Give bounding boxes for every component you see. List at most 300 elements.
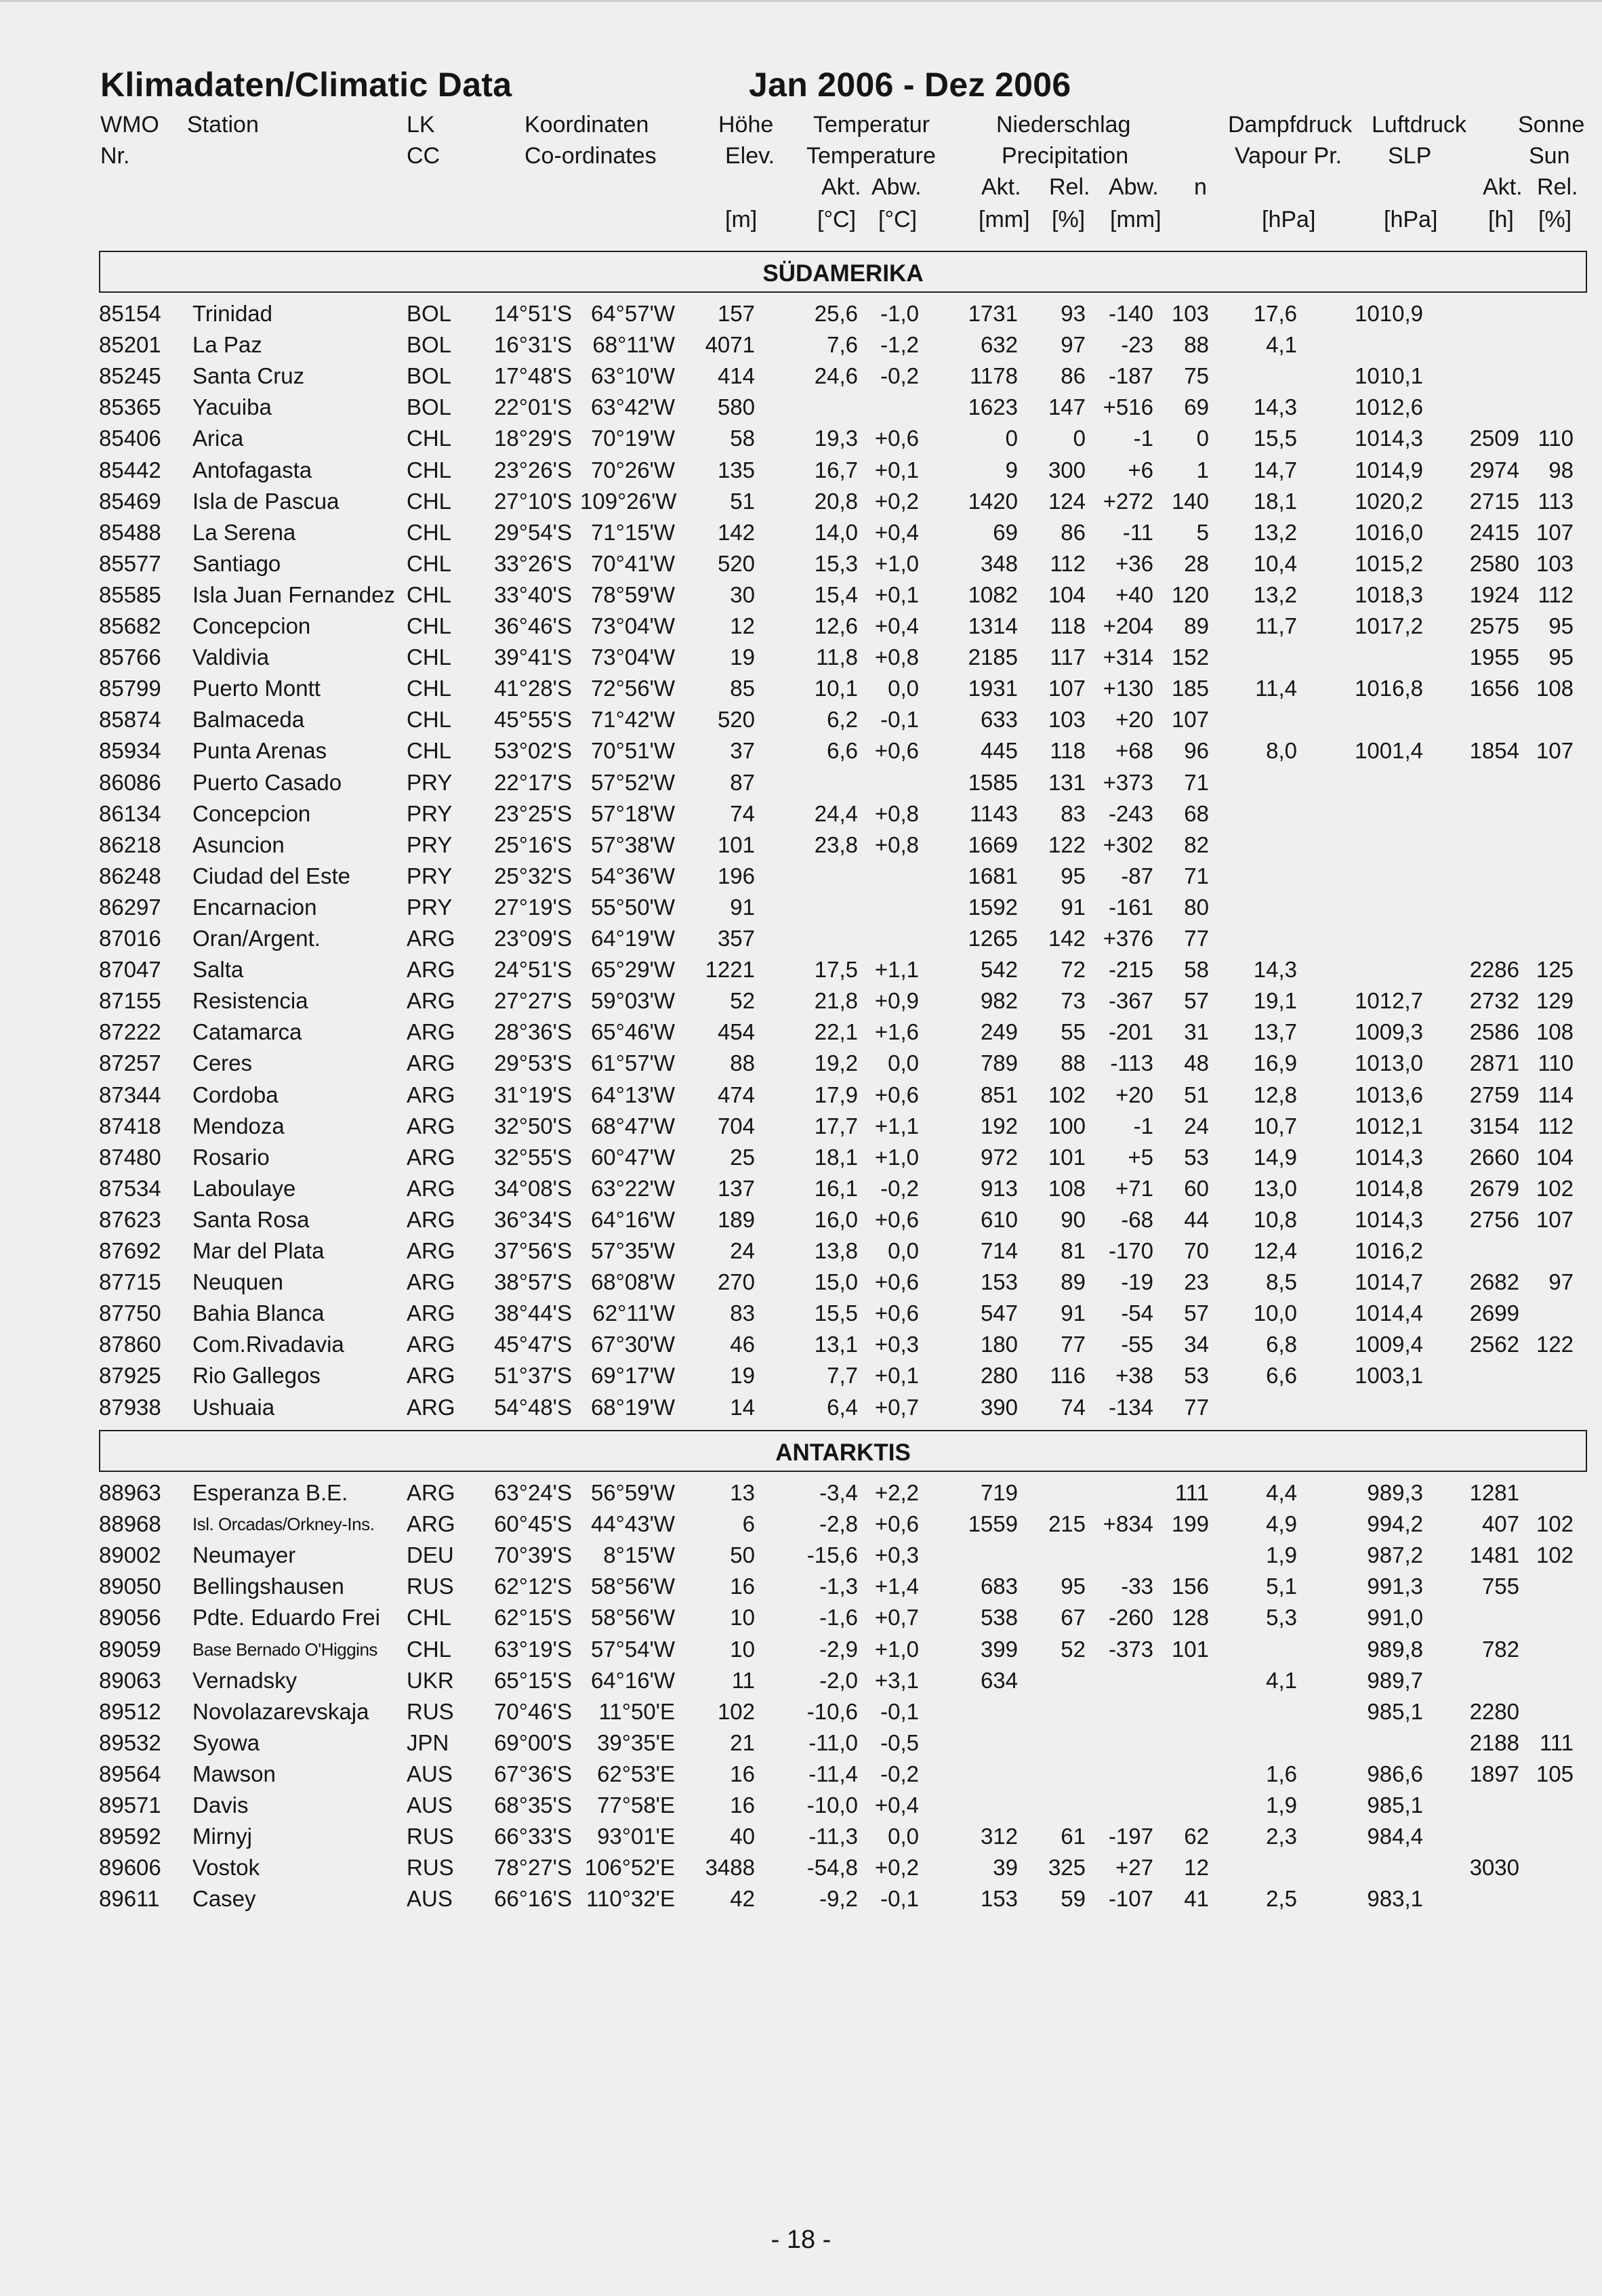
precip-actual: 280 — [980, 1363, 1018, 1389]
latitude: 29°53'S — [494, 1050, 572, 1076]
station-name: Neumayer — [192, 1542, 296, 1568]
table-row — [0, 1634, 1602, 1665]
precip-days: 68 — [1184, 800, 1209, 826]
longitude: 68°11'W — [592, 332, 675, 358]
precip-deviation: +27 — [1115, 1855, 1153, 1881]
temp-deviation: +1,6 — [874, 1019, 919, 1045]
table-row — [0, 642, 1602, 673]
longitude: 44°43'W — [590, 1511, 675, 1537]
longitude: 65°29'W — [590, 957, 675, 983]
precip-days: 5 — [1196, 519, 1209, 545]
table-row — [0, 985, 1602, 1017]
sun-relative: 112 — [1538, 1113, 1574, 1139]
elevation: 580 — [717, 394, 755, 420]
temp-deviation: +0,6 — [874, 738, 919, 764]
precip-actual: 348 — [980, 550, 1018, 576]
longitude: 93°01'E — [597, 1824, 675, 1849]
latitude: 66°33'S — [494, 1824, 572, 1849]
latitude: 36°46'S — [494, 613, 572, 638]
temp-actual: -15,6 — [806, 1542, 858, 1568]
elevation: 46 — [730, 1332, 755, 1357]
sun-hours: 3154 — [1469, 1113, 1519, 1139]
temp-actual: -54,8 — [806, 1855, 858, 1881]
temp-deviation: +1,0 — [874, 1636, 919, 1662]
vapour-pressure: 2,5 — [1266, 1886, 1297, 1912]
latitude: 18°29'S — [494, 426, 572, 451]
precip-actual: 445 — [980, 738, 1018, 764]
precip-days: 24 — [1184, 1113, 1209, 1139]
precip-deviation: -367 — [1108, 988, 1153, 1014]
country-code: ARG — [407, 957, 455, 983]
station-name: Puerto Casado — [192, 769, 342, 795]
vapour-pressure: 1,9 — [1266, 1792, 1297, 1818]
temp-deviation: +0,6 — [874, 1511, 919, 1537]
elevation: 51 — [730, 488, 755, 514]
unit-temp-abw: [°C] — [878, 207, 918, 232]
precip-actual: 1585 — [968, 769, 1018, 795]
vapour-pressure: 14,3 — [1253, 957, 1297, 983]
precip-relative: 72 — [1061, 957, 1086, 983]
sea-level-pressure: 989,8 — [1367, 1636, 1423, 1662]
latitude: 39°41'S — [494, 644, 572, 670]
sun-relative: 113 — [1538, 488, 1574, 514]
precip-deviation: +373 — [1103, 769, 1153, 795]
longitude: 57°52'W — [590, 769, 675, 795]
wmo-number: 87344 — [99, 1082, 161, 1107]
precip-actual: 0 — [1005, 426, 1018, 451]
vapour-pressure: 5,3 — [1266, 1605, 1297, 1631]
wmo-number: 87534 — [99, 1175, 161, 1201]
vapour-pressure: 4,1 — [1266, 1667, 1297, 1693]
table-row — [0, 1571, 1602, 1602]
latitude: 29°54'S — [494, 519, 572, 545]
header-temperature: Temperature — [806, 143, 936, 169]
precip-deviation: +204 — [1103, 613, 1153, 638]
elevation: 3488 — [705, 1855, 755, 1881]
wmo-number: 88968 — [99, 1511, 161, 1537]
precip-days: 62 — [1184, 1824, 1209, 1849]
wmo-number: 85766 — [99, 644, 161, 670]
longitude: 71°42'W — [590, 707, 675, 733]
unit-sun-rel: [%] — [1538, 207, 1572, 232]
sun-relative: 108 — [1536, 676, 1574, 701]
precip-deviation: -1 — [1133, 426, 1153, 451]
precip-deviation: -197 — [1108, 1824, 1153, 1849]
table-row — [0, 1142, 1602, 1173]
table-row — [0, 1173, 1602, 1204]
header-niederschlag: Niederschlag — [996, 112, 1131, 138]
table-row — [0, 1790, 1602, 1821]
temp-actual: 20,8 — [814, 488, 858, 514]
temp-actual: 19,3 — [814, 426, 858, 451]
station-name: Antofagasta — [192, 457, 312, 483]
longitude: 65°46'W — [590, 1019, 675, 1045]
sun-relative: 129 — [1536, 988, 1574, 1014]
precip-relative: 81 — [1061, 1238, 1086, 1263]
precip-deviation: -134 — [1108, 1394, 1153, 1420]
station-name: Mar del Plata — [192, 1238, 325, 1263]
longitude: 62°11'W — [592, 1300, 675, 1326]
station-name: La Serena — [192, 519, 296, 545]
header-slp: SLP — [1388, 143, 1432, 169]
elevation: 16 — [730, 1792, 755, 1818]
temp-deviation: +0,2 — [874, 488, 919, 514]
precip-deviation: -33 — [1121, 1574, 1153, 1599]
sun-hours: 3030 — [1469, 1855, 1519, 1881]
temp-actual: -11,4 — [808, 1761, 858, 1786]
wmo-number: 87257 — [99, 1050, 161, 1076]
precip-days: 103 — [1171, 301, 1209, 326]
vapour-pressure: 14,3 — [1253, 394, 1297, 420]
longitude: 106°52'E — [584, 1855, 675, 1881]
longitude: 110°32'E — [586, 1886, 675, 1912]
vapour-pressure: 10,8 — [1253, 1206, 1297, 1232]
elevation: 196 — [717, 863, 755, 888]
sun-hours: 2280 — [1469, 1698, 1519, 1724]
temp-deviation: -0,1 — [880, 1698, 919, 1724]
sun-hours: 2562 — [1469, 1332, 1519, 1357]
vapour-pressure: 12,4 — [1253, 1238, 1297, 1263]
table-row — [0, 767, 1602, 798]
precip-deviation: +71 — [1115, 1175, 1153, 1201]
temp-deviation: +0,8 — [874, 800, 919, 826]
sun-hours: 1656 — [1469, 676, 1519, 701]
table-row — [0, 392, 1602, 423]
vapour-pressure: 2,3 — [1266, 1824, 1297, 1849]
wmo-number: 85934 — [99, 738, 161, 764]
longitude: 109°26'W — [580, 488, 677, 514]
table-row — [0, 548, 1602, 579]
wmo-number: 85799 — [99, 676, 161, 701]
precip-relative: 147 — [1048, 394, 1086, 420]
precip-deviation: -243 — [1108, 800, 1153, 826]
station-name: Isla de Pascua — [192, 488, 340, 514]
vapour-pressure: 10,4 — [1253, 550, 1297, 576]
precip-deviation: +376 — [1103, 926, 1153, 951]
station-name: Mirnyj — [192, 1824, 252, 1849]
wmo-number: 85585 — [99, 581, 161, 607]
precip-relative: 61 — [1061, 1824, 1086, 1849]
sea-level-pressure: 1014,3 — [1355, 426, 1423, 451]
temp-actual: 18,1 — [814, 1144, 858, 1170]
station-name: Casey — [192, 1886, 256, 1912]
precip-deviation: -68 — [1121, 1206, 1153, 1232]
precip-relative: 59 — [1061, 1886, 1086, 1912]
sea-level-pressure: 1001,4 — [1355, 738, 1423, 764]
table-row — [0, 704, 1602, 735]
latitude: 69°00'S — [494, 1729, 572, 1755]
precip-actual: 153 — [980, 1269, 1018, 1295]
precip-actual: 1731 — [968, 301, 1018, 326]
unit-sun-akt: [h] — [1488, 207, 1514, 232]
temp-actual: -2,9 — [819, 1636, 858, 1662]
vapour-pressure: 14,9 — [1253, 1144, 1297, 1170]
table-row — [0, 1392, 1602, 1423]
precip-actual: 789 — [980, 1050, 1018, 1076]
table-row — [0, 1852, 1602, 1883]
sun-hours: 2699 — [1469, 1300, 1519, 1326]
sun-relative: 104 — [1536, 1144, 1574, 1170]
precip-days: 75 — [1184, 363, 1209, 389]
elevation: 11 — [731, 1667, 755, 1693]
station-name: Catamarca — [192, 1019, 302, 1045]
wmo-number: 85154 — [99, 301, 161, 326]
temp-deviation: +0,1 — [874, 581, 919, 607]
latitude: 22°17'S — [494, 769, 572, 795]
wmo-number: 87155 — [99, 988, 161, 1014]
longitude: 64°13'W — [590, 1082, 675, 1107]
sun-relative: 112 — [1538, 581, 1574, 607]
precip-relative: 83 — [1061, 800, 1086, 826]
station-name: Vostok — [192, 1855, 260, 1881]
sea-level-pressure: 1010,9 — [1355, 301, 1423, 326]
temp-deviation: -1,2 — [880, 332, 919, 358]
sea-level-pressure: 1003,1 — [1355, 1363, 1423, 1389]
country-code: AUS — [407, 1761, 453, 1786]
precip-relative: 104 — [1048, 581, 1086, 607]
elevation: 21 — [730, 1729, 755, 1755]
precip-actual: 913 — [980, 1175, 1018, 1201]
temp-deviation: +0,6 — [874, 426, 919, 451]
country-code: BOL — [407, 363, 452, 389]
country-code: RUS — [407, 1855, 454, 1881]
wmo-number: 85442 — [99, 457, 161, 483]
table-row — [0, 329, 1602, 361]
document-title: Klimadaten/Climatic Data — [100, 66, 512, 104]
temp-actual: 24,4 — [814, 800, 858, 826]
sun-relative: 110 — [1538, 426, 1574, 451]
precip-days: 31 — [1184, 1019, 1209, 1045]
longitude: 64°16'W — [590, 1667, 675, 1693]
precip-actual: 972 — [980, 1144, 1018, 1170]
elevation: 19 — [730, 644, 755, 670]
country-code: PRY — [407, 832, 453, 857]
elevation: 74 — [730, 800, 755, 826]
top-border — [0, 0, 1602, 2]
precip-actual: 249 — [980, 1019, 1018, 1045]
station-name: Santiago — [192, 550, 281, 576]
precip-actual: 1082 — [968, 581, 1018, 607]
latitude: 23°26'S — [494, 457, 572, 483]
station-name: Cordoba — [192, 1082, 279, 1107]
sun-hours: 407 — [1481, 1511, 1519, 1537]
station-name: Santa Cruz — [192, 363, 305, 389]
elevation: 454 — [717, 1019, 755, 1045]
precip-days: 88 — [1184, 332, 1209, 358]
temp-deviation: +0,3 — [874, 1542, 919, 1568]
latitude: 37°56'S — [494, 1238, 572, 1263]
sea-level-pressure: 1016,8 — [1355, 676, 1423, 701]
temp-deviation: +0,2 — [874, 1855, 919, 1881]
wmo-number: 85365 — [99, 394, 161, 420]
sun-relative: 95 — [1548, 613, 1574, 638]
longitude: 61°57'W — [590, 1050, 675, 1076]
wmo-number: 89571 — [99, 1792, 161, 1818]
wmo-number: 85682 — [99, 613, 161, 638]
station-name: La Paz — [192, 332, 262, 358]
precip-relative: 67 — [1061, 1605, 1086, 1631]
sun-relative: 110 — [1538, 1050, 1574, 1076]
latitude: 33°40'S — [494, 581, 572, 607]
temp-deviation: +0,1 — [874, 457, 919, 483]
station-name: Concepcion — [192, 613, 311, 638]
sun-relative: 95 — [1548, 644, 1574, 670]
wmo-number: 87925 — [99, 1363, 161, 1389]
header-sun-akt: Akt. — [1483, 174, 1523, 200]
vapour-pressure: 6,8 — [1266, 1332, 1297, 1357]
precip-deviation: -140 — [1108, 301, 1153, 326]
precip-relative: 116 — [1050, 1363, 1086, 1389]
latitude: 51°37'S — [494, 1363, 572, 1389]
latitude: 23°09'S — [494, 926, 572, 951]
precip-relative: 95 — [1061, 1574, 1086, 1599]
precip-relative: 89 — [1061, 1269, 1086, 1295]
longitude: 59°03'W — [590, 988, 675, 1014]
wmo-number: 89606 — [99, 1855, 161, 1881]
country-code: ARG — [407, 1363, 455, 1389]
elevation: 19 — [730, 1363, 755, 1389]
precip-actual: 632 — [980, 332, 1018, 358]
header-sun: Sun — [1529, 143, 1570, 169]
wmo-number: 86134 — [99, 800, 161, 826]
precip-days: 1 — [1196, 457, 1209, 483]
station-name: Ushuaia — [192, 1394, 275, 1420]
station-name: Laboulaye — [192, 1175, 296, 1201]
sun-relative: 98 — [1548, 457, 1574, 483]
latitude: 27°10'S — [494, 488, 572, 514]
header-prec-akt: Akt. — [981, 174, 1021, 200]
sea-level-pressure: 991,0 — [1367, 1605, 1423, 1631]
precip-deviation: -215 — [1108, 957, 1153, 983]
longitude: 67°30'W — [590, 1332, 675, 1357]
country-code: CHL — [407, 519, 452, 545]
precip-relative: 118 — [1050, 738, 1086, 764]
elevation: 52 — [730, 988, 755, 1014]
station-name: Oran/Argent. — [192, 926, 321, 951]
longitude: 63°42'W — [590, 394, 675, 420]
latitude: 36°34'S — [494, 1206, 572, 1232]
elevation: 142 — [717, 519, 755, 545]
table-row — [0, 1111, 1602, 1142]
section-header-suedamerika — [99, 251, 1587, 293]
wmo-number: 87418 — [99, 1113, 161, 1139]
longitude: 73°04'W — [590, 613, 675, 638]
temp-actual: -10,6 — [806, 1698, 858, 1724]
wmo-number: 89056 — [99, 1605, 161, 1631]
precip-deviation: +302 — [1103, 832, 1153, 857]
latitude: 63°19'S — [494, 1636, 572, 1662]
country-code: ARG — [407, 1332, 455, 1357]
precip-actual: 390 — [980, 1394, 1018, 1420]
temp-actual: -10,0 — [806, 1792, 858, 1818]
table-row — [0, 1883, 1602, 1914]
longitude: 57°38'W — [590, 832, 675, 857]
station-name: Mendoza — [192, 1113, 285, 1139]
header-elev: Elev. — [725, 143, 775, 169]
station-name: Asuncion — [192, 832, 285, 857]
header-precipitation: Precipitation — [1002, 143, 1129, 169]
latitude: 65°15'S — [494, 1667, 572, 1693]
temp-deviation: -0,2 — [880, 1175, 919, 1201]
precip-relative: 118 — [1050, 613, 1086, 638]
country-code: ARG — [407, 1269, 455, 1295]
vapour-pressure: 4,4 — [1266, 1480, 1297, 1505]
table-row — [0, 1477, 1602, 1509]
temp-actual: -11,0 — [808, 1729, 858, 1755]
precip-days: 60 — [1184, 1175, 1209, 1201]
elevation: 520 — [717, 550, 755, 576]
precip-days: 77 — [1184, 1394, 1209, 1420]
precip-deviation: +5 — [1128, 1144, 1153, 1170]
temp-deviation: 0,0 — [888, 1050, 919, 1076]
station-name: Bellingshausen — [192, 1574, 344, 1599]
unit-prec-abw: [mm] — [1110, 207, 1162, 232]
unit-slp: [hPa] — [1384, 207, 1438, 232]
wmo-number: 89050 — [99, 1574, 161, 1599]
sun-hours: 2679 — [1469, 1175, 1519, 1201]
station-name: Punta Arenas — [192, 738, 327, 764]
temp-deviation: +0,6 — [874, 1082, 919, 1107]
country-code: ARG — [407, 1144, 455, 1170]
sun-hours: 1481 — [1469, 1542, 1519, 1568]
station-name: Ceres — [192, 1050, 253, 1076]
latitude: 54°48'S — [494, 1394, 572, 1420]
precip-days: 53 — [1184, 1144, 1209, 1170]
sun-hours: 2415 — [1469, 519, 1519, 545]
temp-actual: 6,4 — [827, 1394, 858, 1420]
precip-relative: 93 — [1061, 301, 1086, 326]
vapour-pressure: 17,6 — [1253, 301, 1297, 326]
wmo-number: 85245 — [99, 363, 161, 389]
wmo-number: 87750 — [99, 1300, 161, 1326]
precip-days: 69 — [1184, 394, 1209, 420]
temp-deviation: 0,0 — [888, 1238, 919, 1263]
precip-relative: 91 — [1061, 894, 1086, 920]
sun-hours: 2759 — [1469, 1082, 1519, 1107]
precip-actual: 1592 — [968, 894, 1018, 920]
sun-relative: 108 — [1536, 1019, 1574, 1045]
wmo-number: 89564 — [99, 1761, 161, 1786]
temp-deviation: 0,0 — [888, 676, 919, 701]
latitude: 66°16'S — [494, 1886, 572, 1912]
country-code: CHL — [407, 426, 452, 451]
header-hoehe: Höhe — [718, 112, 774, 138]
longitude: 39°35'E — [597, 1729, 675, 1755]
country-code: ARG — [407, 1300, 455, 1326]
precip-actual: 1420 — [968, 488, 1018, 514]
table-row — [0, 954, 1602, 985]
precip-actual: 683 — [980, 1574, 1018, 1599]
vapour-pressure: 13,0 — [1253, 1175, 1297, 1201]
latitude: 22°01'S — [494, 394, 572, 420]
precip-relative: 100 — [1048, 1113, 1086, 1139]
longitude: 54°36'W — [590, 863, 675, 888]
station-name: Santa Rosa — [192, 1206, 310, 1232]
temp-actual: 17,5 — [814, 957, 858, 983]
sun-relative: 105 — [1536, 1761, 1574, 1786]
precip-days: 23 — [1184, 1269, 1209, 1295]
precip-relative: 112 — [1050, 550, 1086, 576]
longitude: 68°47'W — [590, 1113, 675, 1139]
precip-actual: 192 — [980, 1113, 1018, 1139]
sea-level-pressure: 1014,9 — [1355, 457, 1423, 483]
wmo-number: 86297 — [99, 894, 161, 920]
table-row — [0, 486, 1602, 517]
precip-actual: 1681 — [968, 863, 1018, 888]
latitude: 33°26'S — [494, 550, 572, 576]
temp-deviation: -0,5 — [880, 1729, 919, 1755]
precip-relative: 73 — [1061, 988, 1086, 1014]
